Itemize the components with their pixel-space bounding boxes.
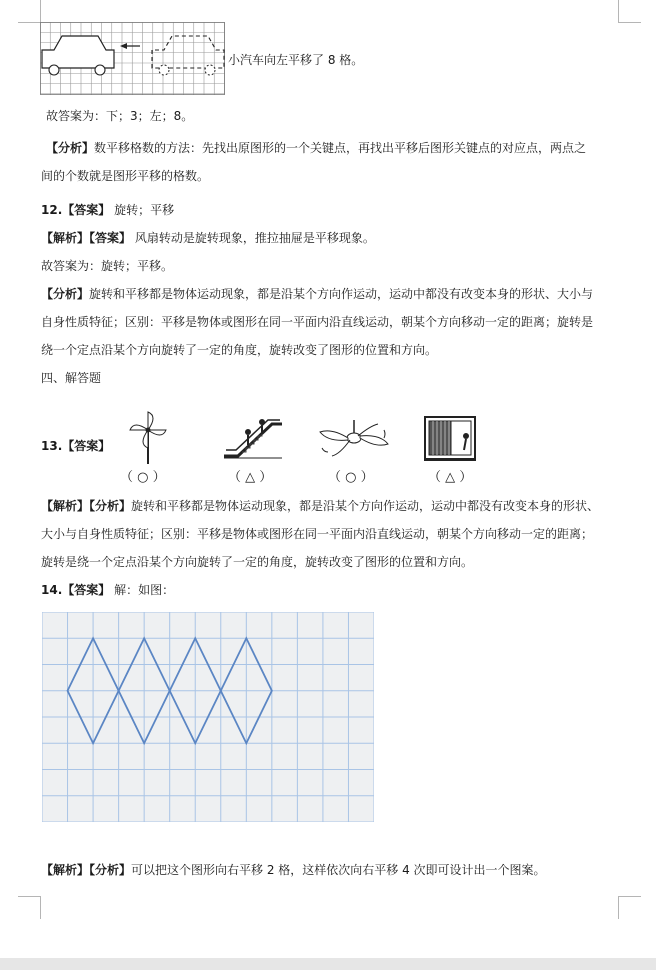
q13-mark-2: （ △ ） <box>228 470 273 485</box>
car-translation-figure <box>40 22 226 96</box>
q12-analysis-line1 <box>41 286 593 302</box>
q13-mark-1: （ ○ ） <box>120 470 166 485</box>
left-arrow-icon <box>120 43 127 49</box>
crop-mark-top-right <box>618 0 641 23</box>
q13-mark-3: （ ○ ） <box>328 470 374 485</box>
q14-answer <box>41 582 174 598</box>
diamond-pattern-grid <box>42 612 374 822</box>
crop-mark-top-left <box>18 0 41 23</box>
q12-explain <box>41 230 375 246</box>
analysis-11-line2: 间的个数就是图形平移的格数。 <box>41 169 210 183</box>
q14-explain-tag: 【解析】【分析】 <box>41 863 132 877</box>
q13-explain-line2: 大小与自身性质特征；区别：平移是物体或图形在同一平面内沿直线运动，朝某个方向移动一定的距离； <box>41 527 594 541</box>
bottom-scroll-bar <box>0 958 656 970</box>
q13-mark-4: （ △ ） <box>428 470 473 485</box>
q12-answer-tag: 12.【答案】 <box>41 203 111 217</box>
translated-car-outline <box>42 36 114 68</box>
q12-conclusion: 故答案为：旋转；平移。 <box>41 259 174 273</box>
q12-analysis-tag: 【分析】 <box>41 287 90 301</box>
q12-analysis-line2: 自身性质特征；区别：平移是物体或图形在同一平面内沿直线运动，朝某个方向移动一定的距离；旋转是 <box>41 315 594 329</box>
q14-explain-text: 可以把这个图形向右平移 2 格，这样依次向右平移 4 次即可设计出一个图案。 <box>131 863 546 877</box>
sliding-window-icon <box>424 414 476 462</box>
section-heading: 四、解答题 <box>41 371 102 385</box>
q13-explain-text1: 旋转和平移都是物体运动现象，都是沿某个方向作运动，运动中都没有改变本身的形状、 <box>131 499 600 513</box>
q14-answer-text: 解：如图： <box>110 583 175 597</box>
answer-11: 故答案为：下；3；左；8。 <box>46 109 194 123</box>
q12-answer-text: 旋转；平移 <box>110 203 175 217</box>
q12-explain-tag: 【解析】【答案】 <box>41 231 132 245</box>
escalator-icon <box>222 412 284 460</box>
crop-mark-bottom-left <box>18 896 41 919</box>
car-caption: 小汽车向左平移了 8 格。 <box>228 53 364 67</box>
q12-explain-text: 风扇转动是旋转现象，推拉抽屉是平移现象。 <box>131 231 375 245</box>
q13-answer-tag: 13.【答案】 <box>41 439 111 453</box>
analysis-11-line1 <box>46 140 586 156</box>
q14-answer-tag: 14.【答案】 <box>41 583 111 597</box>
q14-explain <box>41 862 546 878</box>
q13-explain-line3: 旋转是绕一个定点沿某个方向旋转了一定的角度，旋转改变了图形的位置和方向。 <box>41 555 474 569</box>
analysis-11-text1: 数平移格数的方法：先找出原图形的一个关键点，再找出平移后图形关键点的对应点，两点之 <box>94 141 587 155</box>
analysis-tag: 【分析】 <box>46 141 95 155</box>
crop-mark-bottom-right <box>618 896 641 919</box>
q12-analysis-line3: 绕一个定点沿某个方向旋转了一定的角度，旋转改变了图形的位置和方向。 <box>41 343 438 357</box>
pinwheel-icon <box>128 408 168 466</box>
q13-explain-tag: 【解析】【分析】 <box>41 499 132 513</box>
ceiling-fan-icon <box>318 420 390 460</box>
q13-explain-line1 <box>41 498 599 514</box>
q12-answer <box>41 202 174 218</box>
q12-analysis-text1: 旋转和平移都是物体运动现象，都是沿某个方向作运动，运动中都没有改变本身的形状、大小与 <box>89 287 594 301</box>
